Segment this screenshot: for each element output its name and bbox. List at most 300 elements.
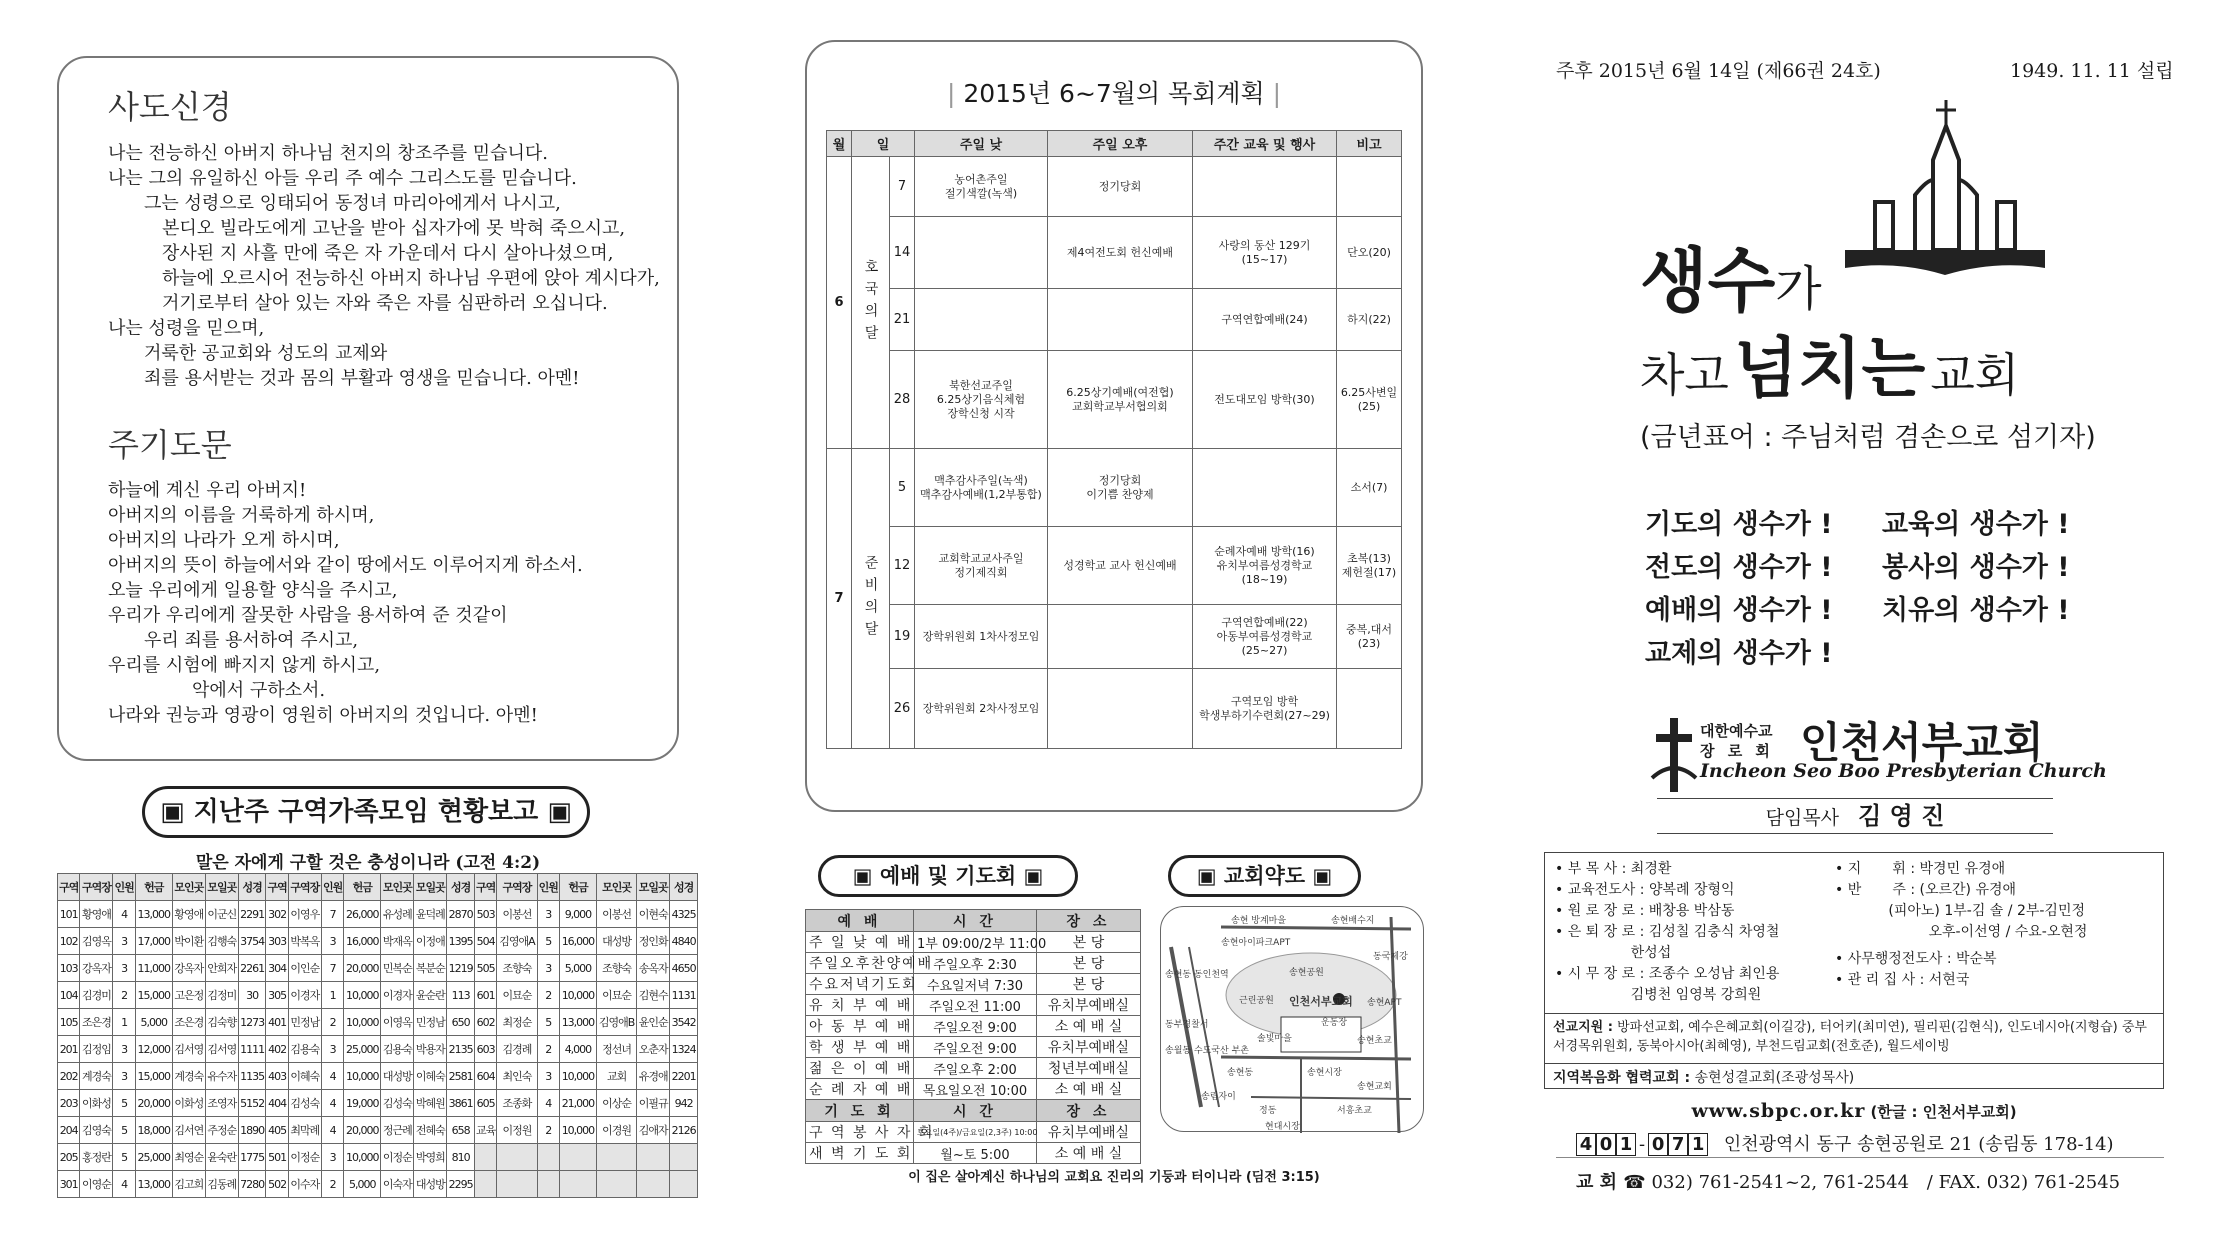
group-table-cell: 301: [58, 1171, 80, 1198]
table-row: [58, 901, 698, 928]
group-table-cell: 942: [670, 1090, 698, 1117]
schedule-cell: [915, 217, 1048, 289]
group-table-header: 인원: [321, 874, 343, 901]
group-table-cell: 윤덕례: [414, 901, 447, 928]
group-table-cell: 김서영: [205, 1036, 238, 1063]
group-table-cell: [474, 1144, 496, 1171]
slogan-prayer: 기도의 생수가 !: [1645, 509, 1833, 540]
worship-cell: 아 동 부 예 배: [806, 1016, 914, 1037]
missions-row: 선교지원 : 방파선교회, 예수은혜교회(이길강), 터어키(최미연), 필리핀(김현식), 인도네시아(지형습) 중부서경목위원회, 동북아시아(최혜영), 부천드림교회(전호준), 월드세이빙: [1545, 1013, 2163, 1060]
worship-cell: 수요일저녁 7:30: [914, 974, 1037, 995]
group-table-cell: 이화성: [80, 1090, 113, 1117]
postal-digit: 4: [1576, 1133, 1596, 1156]
schedule-cell: 초복(13) 제헌절(17): [1337, 527, 1402, 605]
slogan-fellowship: 교제의 생수가 !: [1645, 638, 1833, 669]
group-table-cell: 대성방: [414, 1171, 447, 1198]
group-table-cell: 이수자: [288, 1171, 321, 1198]
group-table-cell: 2: [113, 982, 135, 1009]
group-table-header: 성경: [670, 874, 698, 901]
group-table-cell: 홍정란: [80, 1144, 113, 1171]
schedule-cell: 북한선교주일 6.25상기음식체험 장학신청 시작: [915, 351, 1048, 449]
group-table-cell: 이영우: [288, 901, 321, 928]
group-table-cell: 2261: [238, 955, 266, 982]
group-table-cell: 20,000: [135, 1090, 172, 1117]
group-table-cell: 김영숙: [80, 1117, 113, 1144]
table-row: [806, 995, 1141, 1016]
group-table-cell: 2: [321, 1009, 343, 1036]
table-row: [806, 953, 1141, 974]
group-table-header: 모인곳: [172, 874, 205, 901]
slogan-education: 교육의 생수가 !: [1882, 509, 2070, 540]
group-table-header: 구역: [58, 874, 80, 901]
worship-header: 시 간: [914, 910, 1037, 932]
map-title: ▣ 교회약도 ▣: [1168, 855, 1361, 897]
group-table-cell: 401: [266, 1009, 288, 1036]
group-table-cell: 박용자: [414, 1036, 447, 1063]
prayer-cell: 토요일(4주)/금요일(2,3주) 10:00: [914, 1122, 1037, 1143]
group-table-cell: 정인화: [637, 928, 670, 955]
website-row: www.sbpc.or.kr (한글 : 인천서부교회): [1691, 1100, 2017, 1122]
group-table-cell: 최막례: [288, 1117, 321, 1144]
group-table-cell: 유경애: [637, 1063, 670, 1090]
group-table-cell: 이혜숙: [288, 1063, 321, 1090]
worship-table: [805, 909, 1141, 1164]
group-table-cell: 10,000: [344, 1144, 381, 1171]
table-row: [806, 1016, 1141, 1037]
worship-cell: 본 당: [1037, 974, 1141, 995]
group-table-cell: 박이환: [172, 928, 205, 955]
group-table-cell: 13,000: [135, 1171, 172, 1198]
table-row: [58, 1009, 698, 1036]
group-table-cell: 5: [537, 928, 559, 955]
group-table-header: 구역장: [288, 874, 321, 901]
group-table-cell: 305: [266, 982, 288, 1009]
slogan-worship: 예배의 생수가 !: [1645, 595, 1833, 626]
worship-cell: 주일오후 2:00: [914, 1058, 1037, 1079]
group-table-cell: 3: [113, 928, 135, 955]
prayer-cell: 새 벽 기 도 회: [806, 1143, 914, 1164]
group-table-cell: [559, 1144, 596, 1171]
group-table-cell: 이현숙: [637, 901, 670, 928]
group-table-cell: 2870: [447, 901, 475, 928]
worship-cell: 목요일오전 10:00: [914, 1079, 1037, 1100]
group-table-cell: 김숙향: [205, 1009, 238, 1036]
group-table-cell: 4: [321, 1090, 343, 1117]
group-table-cell: 대성방: [596, 928, 636, 955]
schedule-day: 28: [890, 351, 915, 449]
staff-left: • 부 목 사 : 최경환 • 교육전도사 : 양복례 장형익 • 원 로 장 로 : 배창용 박삼동 • 은 퇴 장 로 : 김성칠 김충식 차영철 한성섭 • 시 무 장 로 : 조종수 오성남 최인용 김병천 임영복 강희원: [1555, 861, 1780, 1003]
group-table-cell: 김정임: [80, 1036, 113, 1063]
group-report-title: ▣ 지난주 구역가족모임 현황보고 ▣: [142, 786, 590, 838]
table-row: [827, 157, 1402, 217]
group-table-cell: 이묘순: [497, 982, 537, 1009]
group-table-cell: 5152: [238, 1090, 266, 1117]
group-table-cell: 1111: [238, 1036, 266, 1063]
group-table-cell: 21,000: [559, 1090, 596, 1117]
lords-prayer-text: 하늘에 계신 우리 아버지! 아버지의 이름을 거룩하게 하시며, 아버지의 나라가 오게 하시며, 아버지의 뜻이 하늘에서와 같이 땅에서도 이루어지게 하소서. 오늘 우리에게 일용할 양식을 주시고, 우리가 우리에게 잘못한 사람을 용서하여 준 것같이 우리 죄를 용서하여 주시고, 우리를 시험에 빠지지 않게 하시고, 악에서 구하소서. 나라와 권능과 영광이 영원히 아버지의 것입니다. 아멘!: [108, 480, 583, 726]
group-table-cell: 604: [474, 1063, 496, 1090]
group-table-cell: 황영애: [172, 901, 205, 928]
group-table-cell: 3542: [670, 1009, 698, 1036]
group-table-cell: 조은경: [172, 1009, 205, 1036]
schedule-cell: 구역연합예배(24): [1193, 289, 1337, 351]
group-table-cell: 이경원: [596, 1117, 636, 1144]
group-table-header: 구역장: [497, 874, 537, 901]
group-table-cell: 1135: [238, 1063, 266, 1090]
group-table-cell: 602: [474, 1009, 496, 1036]
church-emblem-icon: [1652, 718, 1696, 792]
group-table-cell: 103: [58, 955, 80, 982]
group-table-cell: 203: [58, 1090, 80, 1117]
group-table-cell: 13,000: [559, 1009, 596, 1036]
apostles-creed-title: 사도신경: [108, 88, 232, 126]
denomination-top: 대한예수교: [1700, 722, 1773, 740]
schedule-cell: [1048, 605, 1193, 669]
group-table-header: 모인곳: [596, 874, 636, 901]
worship-cell: 주일오후 2:30: [914, 953, 1037, 974]
group-table-cell: [497, 1144, 537, 1171]
schedule-cell: 구역모임 방학 학생부하기수련회(27~29): [1193, 669, 1337, 749]
group-table-cell: 1890: [238, 1117, 266, 1144]
schedule-cell: 하지(22): [1337, 289, 1402, 351]
group-table-cell: 강옥자: [80, 955, 113, 982]
schedule-cell: 장학위원회 1차사정모임: [915, 605, 1048, 669]
group-table-cell: 윤인순: [637, 1009, 670, 1036]
schedule-month: 7: [827, 449, 852, 749]
group-table-cell: 26,000: [344, 901, 381, 928]
group-table-cell: 4: [537, 1090, 559, 1117]
group-table-cell: 박혜원: [414, 1090, 447, 1117]
group-table-cell: 김성숙: [381, 1090, 414, 1117]
group-table-cell: 4: [113, 901, 135, 928]
group-table-cell: 조향숙: [596, 955, 636, 982]
table-row: [827, 527, 1402, 605]
group-table-header: 헌금: [344, 874, 381, 901]
group-table-cell: 1219: [447, 955, 475, 982]
schedule-cell: [1337, 157, 1402, 217]
worship-cell: 유치부예배실: [1037, 1037, 1141, 1058]
group-table-cell: 16,000: [559, 928, 596, 955]
group-table-cell: 유수자: [205, 1063, 238, 1090]
group-table-cell: 고은정: [172, 982, 205, 1009]
group-table-cell: 이영옥: [381, 1009, 414, 1036]
worship-title: ▣ 예배 및 기도회 ▣: [818, 855, 1078, 897]
group-table-cell: 7280: [238, 1171, 266, 1198]
group-table-cell: 조은경: [80, 1009, 113, 1036]
group-table-cell: 201: [58, 1036, 80, 1063]
group-table-cell: 403: [266, 1063, 288, 1090]
group-table-cell: 김경례: [497, 1036, 537, 1063]
table-row: [806, 1143, 1141, 1164]
group-table-cell: 303: [266, 928, 288, 955]
group-table-cell: 3: [321, 928, 343, 955]
group-table-cell: 2: [537, 982, 559, 1009]
group-table-cell: 주정순: [205, 1117, 238, 1144]
schedule-cell: 전도대모임 방학(30): [1193, 351, 1337, 449]
prayer-cell: 유치부예배실: [1037, 1122, 1141, 1143]
group-table-cell: 4650: [670, 955, 698, 982]
group-table-cell: 505: [474, 955, 496, 982]
group-table-cell: 16,000: [344, 928, 381, 955]
table-row: [58, 1144, 698, 1171]
group-table-cell: 101: [58, 901, 80, 928]
staff-box: [1544, 852, 2164, 1089]
group-table-cell: 2: [321, 1171, 343, 1198]
group-table-cell: 이군신: [205, 901, 238, 928]
schedule-month-name: 준비의달: [852, 449, 890, 749]
table-row: [58, 1171, 698, 1198]
group-table-cell: 4840: [670, 928, 698, 955]
group-table-cell: 3: [537, 1063, 559, 1090]
group-table-cell: 계경숙: [172, 1063, 205, 1090]
schedule-cell: 중복,대서(23): [1337, 605, 1402, 669]
prayer-header: 장 소: [1037, 1100, 1141, 1122]
group-table-header: 구역: [266, 874, 288, 901]
schedule-cell: 순례자예배 방학(16) 유치부여름성경학교(18~19): [1193, 527, 1337, 605]
tel-label: 교 회 ☎: [1576, 1172, 1646, 1193]
group-table-cell: 2295: [447, 1171, 475, 1198]
postal-digit: 1: [1616, 1133, 1636, 1156]
table-row: [58, 928, 698, 955]
schedule-cell: [1193, 157, 1337, 217]
group-table-cell: 2581: [447, 1063, 475, 1090]
group-table-cell: 대성방: [381, 1063, 414, 1090]
prayer-header-row: [806, 1100, 1141, 1122]
group-table-cell: 504: [474, 928, 496, 955]
slogan-service: 봉사의 생수가 !: [1882, 552, 2070, 583]
schedule-day: 12: [890, 527, 915, 605]
group-table-cell: 김애자: [637, 1117, 670, 1144]
group-table-cell: 10,000: [559, 1117, 596, 1144]
schedule-header: 주일 오후: [1048, 131, 1193, 157]
prayer-cell: 소 예 배 실: [1037, 1143, 1141, 1164]
schedule-cell: 농어촌주일 절기색깔(녹색): [915, 157, 1048, 217]
group-table-cell: [559, 1171, 596, 1198]
group-table-cell: 2201: [670, 1063, 698, 1090]
worship-cell: 주 일 낮 예 배: [806, 932, 914, 953]
postal-digit: 0: [1648, 1133, 1668, 1156]
schedule-cell: 6.25사변일 (25): [1337, 351, 1402, 449]
worship-cell: 소 예 배 실: [1037, 1079, 1141, 1100]
group-table-header: 성경: [447, 874, 475, 901]
road-south: [1251, 1097, 1411, 1099]
group-table-header: 모일곳: [637, 874, 670, 901]
lords-prayer-title: 주기도문: [108, 426, 232, 464]
table-row: [827, 669, 1402, 749]
group-table-cell: 김경미: [80, 982, 113, 1009]
prayer-header: 기 도 회: [806, 1100, 914, 1122]
group-table-header: 헌금: [135, 874, 172, 901]
group-table-cell: 정근례: [381, 1117, 414, 1144]
contact-row: [1576, 1168, 2120, 1194]
worship-cell: 학 생 부 예 배: [806, 1037, 914, 1058]
group-table-cell: 교육: [474, 1117, 496, 1144]
group-table-cell: 404: [266, 1090, 288, 1117]
group-table-cell: 5,000: [559, 955, 596, 982]
group-table-cell: [637, 1144, 670, 1171]
table-row: [827, 351, 1402, 449]
group-table-cell: 김동례: [205, 1171, 238, 1198]
group-table-cell: 2: [537, 1117, 559, 1144]
group-table-cell: [497, 1171, 537, 1198]
group-table-cell: 이상순: [596, 1090, 636, 1117]
group-table-cell: 오춘자: [637, 1036, 670, 1063]
worship-cell: 순 례 자 예 배: [806, 1079, 914, 1100]
table-row: [58, 1036, 698, 1063]
group-table-cell: 2135: [447, 1036, 475, 1063]
pastor-label: 담임목사: [1765, 807, 1840, 829]
group-table-cell: 4: [113, 1171, 135, 1198]
schedule-cell: 맥추감사주일(녹색) 맥추감사예배(1,2부통합): [915, 449, 1048, 527]
table-row: [58, 955, 698, 982]
worship-cell: 청년부예배실: [1037, 1058, 1141, 1079]
group-table-header: 모일곳: [414, 874, 447, 901]
group-table-cell: 이경자: [288, 982, 321, 1009]
group-table-cell: 김고희: [172, 1171, 205, 1198]
schedule-cell: 사랑의 동산 129기 (15~17): [1193, 217, 1337, 289]
schedule-cell: 구역연합예배(22) 아동부여름성경학교(25~27): [1193, 605, 1337, 669]
group-table-cell: 김영옥: [80, 928, 113, 955]
group-table-cell: 19,000: [344, 1090, 381, 1117]
fax-number: / FAX. 032) 761-2545: [1926, 1172, 2121, 1193]
group-table-header: 모일곳: [205, 874, 238, 901]
partner-row: 지역복음화 협력교회 : 송현성결교회(조광성목사): [1545, 1063, 2163, 1090]
church-building-icon: [1845, 100, 2045, 290]
worship-header: 장 소: [1037, 910, 1141, 932]
group-table-cell: 1131: [670, 982, 698, 1009]
group-table-cell: 이묘순: [596, 982, 636, 1009]
group-table-cell: 3861: [447, 1090, 475, 1117]
group-table-cell: [596, 1171, 636, 1198]
worship-header: 예 배: [806, 910, 914, 932]
group-table-cell: 윤숙란: [205, 1144, 238, 1171]
group-table-cell: 김현수: [637, 982, 670, 1009]
group-table-cell: 3: [537, 901, 559, 928]
group-table-cell: 25,000: [344, 1036, 381, 1063]
schedule-cell: 교회학교교사주일 정기제직회: [915, 527, 1048, 605]
group-table-cell: 최영순: [172, 1144, 205, 1171]
address-text: 인천광역시 동구 송현공원로 21 (송림동 178-14): [1723, 1134, 2114, 1155]
group-table-cell: 9,000: [559, 901, 596, 928]
schedule-month: 6: [827, 157, 852, 449]
worship-cell: 본 당: [1037, 932, 1141, 953]
group-table-cell: [537, 1171, 559, 1198]
group-table-cell: 5,000: [344, 1171, 381, 1198]
schedule-cell: [1048, 289, 1193, 351]
schedule-day: 26: [890, 669, 915, 749]
group-table-header: 인원: [113, 874, 135, 901]
group-table-cell: 이정순: [381, 1144, 414, 1171]
table-row: [806, 1037, 1141, 1058]
group-table-cell: 1775: [238, 1144, 266, 1171]
postal-digit: -: [1639, 1134, 1646, 1155]
group-table-cell: 3: [321, 1144, 343, 1171]
group-table-cell: 이봉선: [596, 901, 636, 928]
group-table-cell: 최인숙: [497, 1063, 537, 1090]
group-table-cell: 13,000: [135, 901, 172, 928]
table-row: [827, 217, 1402, 289]
staff-right: • 지 휘 : 박경민 유경애 • 반 주 : (오르간) 유경애 (피아노) 1부-김 솔 / 2부-김민정 오후-이선영 / 수요-오현정 • 사무행정전도사 : 박순복 • 관 리 집 사 : 서현국: [1835, 861, 2088, 988]
postal-digit: 7: [1668, 1133, 1688, 1156]
schedule-header: 일: [852, 131, 915, 157]
group-table-cell: 18,000: [135, 1117, 172, 1144]
group-table-cell: 이경자: [381, 982, 414, 1009]
group-table-cell: 658: [447, 1117, 475, 1144]
group-table-cell: 17,000: [135, 928, 172, 955]
group-table-header: 모인곳: [381, 874, 414, 901]
pastor-line: [1657, 798, 2053, 834]
schedule-day: 7: [890, 157, 915, 217]
schedule-cell: 제4여전도회 헌신예배: [1048, 217, 1193, 289]
group-table-cell: 황영애: [80, 901, 113, 928]
group-table-cell: 3: [321, 1036, 343, 1063]
table-row: [58, 1090, 698, 1117]
group-table-cell: 5: [113, 1090, 135, 1117]
group-table-cell: 10,000: [344, 1009, 381, 1036]
group-table-cell: 이정애: [414, 928, 447, 955]
road-middle: [1221, 1057, 1411, 1059]
address-row: [1576, 1130, 2114, 1156]
group-table-cell: 502: [266, 1171, 288, 1198]
group-table-cell: 10,000: [344, 982, 381, 1009]
group-table-cell: [596, 1144, 636, 1171]
group-table-cell: 민복순: [381, 955, 414, 982]
group-table-cell: 1324: [670, 1036, 698, 1063]
masthead-line1: 생수가: [1640, 240, 1822, 322]
group-table-cell: 4,000: [559, 1036, 596, 1063]
group-table-cell: 10,000: [559, 1063, 596, 1090]
schedule-month-name: 호국의달: [852, 157, 890, 449]
table-row: [827, 449, 1402, 527]
group-table-cell: 12,000: [135, 1036, 172, 1063]
worship-cell: 주일오전 11:00: [914, 995, 1037, 1016]
prayer-cell: 구 역 봉 사 자 회: [806, 1122, 914, 1143]
group-table-cell: 25,000: [135, 1144, 172, 1171]
group-table-cell: 조종화: [497, 1090, 537, 1117]
group-table-cell: 이영순: [80, 1171, 113, 1198]
group-report-verse: 말은 자에게 구할 것은 충성이니라 (고전 4:2): [195, 853, 541, 873]
group-table-cell: 이인순: [288, 955, 321, 982]
group-table-cell: 3754: [238, 928, 266, 955]
group-table-header: 구역: [474, 874, 496, 901]
group-table-cell: 이필규: [637, 1090, 670, 1117]
group-table-cell: 김서영: [172, 1036, 205, 1063]
schedule-day: 21: [890, 289, 915, 351]
group-table-cell: 이정원: [497, 1117, 537, 1144]
group-table-cell: 405: [266, 1117, 288, 1144]
group-table-cell: 조영자: [205, 1090, 238, 1117]
table-row: [58, 1063, 698, 1090]
group-table-cell: 10,000: [559, 982, 596, 1009]
worship-cell: 주일오전 9:00: [914, 1037, 1037, 1058]
group-table-cell: [474, 1171, 496, 1198]
group-table-cell: 박영희: [414, 1144, 447, 1171]
group-table-cell: 교회: [596, 1063, 636, 1090]
website-link[interactable]: www.sbpc.or.kr: [1691, 1100, 1866, 1122]
group-table-cell: 조향숙: [497, 955, 537, 982]
worship-cell: 1부 09:00/2부 11:00: [914, 932, 1037, 953]
group-table-cell: 민정남: [414, 1009, 447, 1036]
group-table-cell: 5: [113, 1144, 135, 1171]
table-row: [806, 1079, 1141, 1100]
group-table-cell: 7: [321, 955, 343, 982]
group-table-cell: 20,000: [344, 955, 381, 982]
worship-cell: 주일오전 9:00: [914, 1016, 1037, 1037]
group-table-cell: 박복옥: [288, 928, 321, 955]
group-report-table: [57, 873, 698, 1198]
group-table-cell: 30: [238, 982, 266, 1009]
group-table-cell: 송옥자: [637, 955, 670, 982]
